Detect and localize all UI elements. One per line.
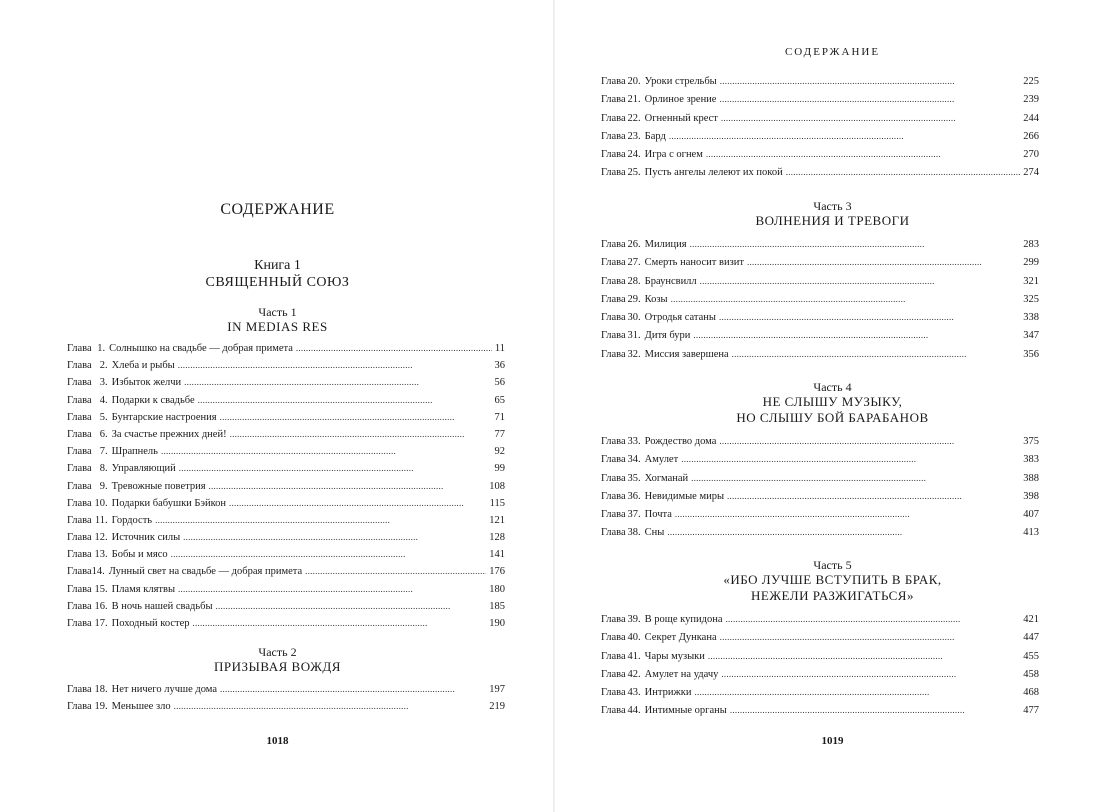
- dot-leader: [786, 167, 1021, 177]
- toc-entry: [601, 349, 1039, 367]
- toc-entry: [601, 705, 1039, 723]
- chapter-number: 34.: [627, 454, 641, 466]
- chapter-number: 40.: [627, 632, 641, 644]
- part-5-heading: [555, 558, 1110, 604]
- chapter-page-number: 56: [494, 377, 505, 389]
- chapter-title: Амулет: [644, 454, 679, 466]
- dot-leader: [719, 436, 1020, 446]
- chapter-number: 22.: [627, 112, 641, 124]
- chapter-label: Глава: [67, 583, 92, 595]
- chapter-number: 37.: [627, 509, 641, 521]
- dot-leader: [178, 584, 486, 594]
- chapter-title: Пусть ангелы лелеют их покой: [644, 167, 783, 179]
- toc-entry: [67, 463, 505, 480]
- running-header: СОДЕРЖАНИЕ: [784, 46, 881, 58]
- chapter-title: В роще купидона: [644, 614, 723, 625]
- book-heading: [0, 258, 555, 292]
- toc-entry: [67, 360, 505, 377]
- chapter-label: Глава: [601, 490, 626, 502]
- toc-entry: [601, 113, 1039, 131]
- chapter-title: Козы: [644, 293, 668, 305]
- chapter-title: Милиция: [644, 239, 687, 250]
- dot-leader: [174, 701, 487, 711]
- dot-leader: [179, 463, 492, 473]
- chapter-number: 26.: [627, 239, 641, 250]
- chapter-label: Глава: [601, 130, 626, 142]
- chapter-title: Чары музыки: [644, 650, 705, 662]
- toc-entry: [601, 632, 1039, 650]
- toc-list-part-4: [601, 436, 1039, 546]
- chapter-title: Миссия завершена: [644, 348, 729, 360]
- part-label: Часть 4: [813, 380, 852, 394]
- chapter-number: 15.: [94, 583, 108, 595]
- chapter-page-number: 176: [489, 566, 505, 578]
- chapter-number: 2.: [99, 360, 108, 372]
- dot-leader: [671, 294, 1021, 304]
- toc-list-part-3: [601, 239, 1039, 367]
- chapter-number: 42.: [627, 668, 641, 680]
- chapter-page-number: 407: [1023, 509, 1039, 521]
- chapter-label: Глава: [601, 454, 626, 466]
- chapter-label: Глава: [67, 684, 92, 695]
- toc-entry: [67, 412, 505, 429]
- chapter-number: 29.: [627, 293, 641, 305]
- chapter-page-number: 468: [1023, 687, 1039, 699]
- toc-entry: [67, 618, 505, 635]
- dot-leader: [720, 76, 1021, 86]
- page-number: 1019: [821, 735, 844, 747]
- chapter-number: 16.: [94, 600, 108, 612]
- toc-entry: [601, 687, 1039, 705]
- part-1-heading: [0, 305, 555, 335]
- dot-leader: [161, 446, 492, 456]
- toc-entry: [67, 498, 505, 515]
- toc-list-continued: [601, 76, 1039, 186]
- chapter-page-number: 180: [489, 583, 505, 595]
- chapter-label: Глава: [601, 472, 626, 484]
- chapter-label: Глава: [601, 275, 626, 287]
- dot-leader: [708, 651, 1020, 661]
- chapter-page-number: 115: [489, 497, 505, 509]
- chapter-label: Глава: [601, 149, 626, 161]
- toc-entry: [601, 509, 1039, 527]
- chapter-page-number: 321: [1023, 275, 1039, 287]
- chapter-label: Глава: [67, 394, 92, 406]
- dot-leader: [725, 614, 1020, 624]
- chapter-title: Шрапнель: [111, 446, 158, 458]
- toc-entry: [67, 684, 505, 701]
- dot-leader: [691, 473, 1020, 483]
- chapter-title: Хогманай: [644, 472, 689, 484]
- dot-leader: [721, 113, 1020, 123]
- chapter-label: Глава: [67, 618, 92, 629]
- chapter-number: 21.: [627, 94, 641, 106]
- chapter-number: 25.: [627, 167, 641, 179]
- chapter-page-number: 383: [1023, 454, 1039, 466]
- chapter-page-number: 338: [1023, 312, 1039, 324]
- toc-entry: [67, 395, 505, 412]
- chapter-title: Походный костер: [111, 618, 190, 629]
- chapter-title: Тревожные поветрия: [111, 480, 206, 492]
- chapter-number: 5.: [99, 411, 108, 423]
- dot-leader: [193, 618, 487, 628]
- toc-entry: [67, 515, 505, 532]
- chapter-number: 9.: [99, 480, 108, 492]
- book-name: СВЯЩЕННЫЙ СОЮЗ: [205, 275, 350, 290]
- chapter-title: Источник силы: [111, 532, 181, 544]
- chapter-page-number: 77: [494, 428, 505, 440]
- part-label: Часть 2: [258, 645, 297, 659]
- chapter-page-number: 274: [1023, 167, 1039, 179]
- book-label: Книга 1: [254, 258, 301, 273]
- chapter-number: 3.: [99, 377, 108, 389]
- chapter-title: Отродья сатаны: [644, 312, 716, 324]
- dot-leader: [183, 532, 486, 542]
- dot-leader: [220, 412, 492, 422]
- chapter-label: Глава: [601, 632, 626, 644]
- toc-entry: [601, 330, 1039, 348]
- chapter-number: 20.: [627, 76, 641, 87]
- dot-leader: [693, 330, 1020, 340]
- chapter-label: Глава: [67, 566, 92, 578]
- chapter-number: 4.: [99, 394, 108, 406]
- chapter-label: Глава: [601, 509, 626, 521]
- chapter-page-number: 299: [1023, 257, 1039, 269]
- chapter-label: Глава: [67, 360, 92, 372]
- chapter-number: 12.: [94, 532, 108, 544]
- toc-list-part-5: [601, 614, 1039, 724]
- chapter-title: Почта: [644, 509, 672, 521]
- chapter-label: Глава: [601, 167, 626, 179]
- chapter-title: Дитя бури: [644, 330, 691, 342]
- part-label: Часть 5: [813, 558, 852, 572]
- dot-leader: [184, 377, 491, 387]
- chapter-page-number: 121: [489, 514, 505, 526]
- chapter-number: 17.: [94, 618, 108, 629]
- dot-leader: [681, 454, 1020, 464]
- chapter-page-number: 270: [1023, 149, 1039, 161]
- chapter-page-number: 11: [494, 343, 505, 354]
- dot-leader: [694, 687, 1020, 697]
- dot-leader: [721, 669, 1020, 679]
- toc-entry: [601, 131, 1039, 149]
- chapter-page-number: 225: [1023, 76, 1039, 87]
- dot-leader: [730, 705, 1020, 715]
- part-label: Часть 1: [258, 305, 297, 319]
- dot-leader: [171, 549, 487, 559]
- chapter-page-number: 388: [1023, 472, 1039, 484]
- chapter-title: Игра с огнем: [644, 149, 703, 161]
- dot-leader: [720, 632, 1021, 642]
- toc-entry: [67, 343, 505, 360]
- toc-entry: [601, 94, 1039, 112]
- chapter-title: Хлеба и рыбы: [111, 360, 175, 372]
- chapter-page-number: 398: [1023, 490, 1039, 502]
- part-4-heading: [555, 380, 1110, 426]
- chapter-title: Интрижки: [644, 687, 692, 699]
- chapter-label: Глава: [601, 527, 626, 539]
- toc-entry: [67, 701, 505, 718]
- chapter-number: 11.: [94, 514, 108, 526]
- chapter-page-number: 421: [1023, 614, 1039, 625]
- chapter-title: Невидимые миры: [644, 490, 725, 502]
- chapter-number: 38.: [627, 527, 641, 539]
- chapter-page-number: 197: [489, 684, 505, 695]
- chapter-number: 1.: [97, 343, 106, 354]
- toc-entry: [601, 76, 1039, 94]
- chapter-number: 24.: [627, 149, 641, 161]
- toc-entry: [601, 436, 1039, 454]
- chapter-title: Огненный крест: [644, 112, 718, 124]
- toc-entry: [601, 473, 1039, 491]
- chapter-label: Глава: [601, 668, 626, 680]
- dot-leader: [690, 239, 1021, 249]
- chapter-number: 13.: [94, 549, 108, 561]
- chapter-title: В ночь нашей свадьбы: [111, 600, 213, 612]
- chapter-number: 10.: [94, 497, 108, 509]
- chapter-number: 35.: [627, 472, 641, 484]
- chapter-number: 23.: [627, 130, 641, 142]
- chapter-label: Глава: [601, 687, 626, 699]
- toc-entry: [67, 429, 505, 446]
- dot-leader: [667, 527, 1020, 537]
- chapter-number: 36.: [627, 490, 641, 502]
- chapter-page-number: 356: [1023, 348, 1039, 360]
- chapter-label: Глава: [601, 614, 626, 625]
- toc-entry: [601, 454, 1039, 472]
- chapter-number: 19.: [94, 701, 108, 713]
- toc-entry: [601, 167, 1039, 185]
- chapter-page-number: 141: [489, 549, 505, 561]
- chapter-number: 32.: [627, 348, 641, 360]
- chapter-number: 31.: [627, 330, 641, 342]
- chapter-title: Секрет Дункана: [644, 632, 717, 644]
- toc-entry: [601, 669, 1039, 687]
- chapter-title: Управляющий: [111, 463, 176, 475]
- chapter-label: Глава: [67, 377, 92, 389]
- chapter-number: 18.: [94, 684, 108, 695]
- chapter-page-number: 65: [494, 394, 505, 406]
- chapter-label: Глава: [67, 701, 92, 713]
- toc-entry: [67, 532, 505, 549]
- part-name-line-2: НЕЖЕЛИ РАЗЖИГАТЬСЯ»: [751, 588, 914, 603]
- chapter-label: Глава: [601, 257, 626, 269]
- chapter-title: Орлиное зрение: [644, 94, 717, 106]
- dot-leader: [229, 498, 487, 508]
- chapter-page-number: 185: [489, 600, 505, 612]
- dot-leader: [669, 131, 1020, 141]
- toc-entry: [601, 614, 1039, 632]
- chapter-page-number: 239: [1023, 94, 1039, 106]
- chapter-title: Интимные органы: [644, 705, 727, 717]
- chapter-title: Нет ничего лучше дома: [111, 684, 217, 695]
- chapter-title: Браунсвилл: [644, 275, 697, 287]
- chapter-number: 8.: [99, 463, 108, 475]
- chapter-number: 27.: [627, 257, 641, 269]
- chapter-page-number: 128: [489, 532, 505, 544]
- toc-entry: [601, 294, 1039, 312]
- dot-leader: [719, 312, 1020, 322]
- toc-entry: [601, 491, 1039, 509]
- chapter-page-number: 375: [1023, 436, 1039, 447]
- right-page: [555, 0, 1110, 812]
- toc-entry: [601, 312, 1039, 330]
- chapter-title: Сны: [644, 527, 665, 539]
- toc-entry: [601, 527, 1039, 545]
- chapter-label: Глава: [601, 650, 626, 662]
- page-number: 1018: [266, 735, 289, 747]
- part-name: ПРИЗЫВАЯ ВОЖДЯ: [214, 659, 341, 674]
- chapter-label: Глава: [601, 112, 626, 124]
- chapter-title: Солнышко на свадьбе — добрая примета: [109, 343, 293, 354]
- chapter-title: Подарки к свадьбе: [111, 394, 195, 406]
- chapter-label: Глава: [601, 436, 626, 447]
- dot-leader: [727, 491, 1020, 501]
- chapter-title: Лунный свет на свадьбе — добрая примета: [108, 566, 303, 578]
- chapter-number: 33.: [627, 436, 641, 447]
- page-title: СОДЕРЖАНИЕ: [220, 201, 335, 218]
- part-label: Часть 3: [813, 199, 852, 213]
- chapter-label: Глава: [67, 497, 92, 509]
- chapter-label: Глава: [601, 94, 626, 106]
- dot-leader: [155, 515, 486, 525]
- chapter-number: 6.: [99, 428, 108, 440]
- chapter-page-number: 71: [494, 411, 505, 423]
- dot-leader: [305, 566, 486, 576]
- chapter-title: Рождество дома: [644, 436, 717, 447]
- toc-entry: [67, 566, 505, 583]
- chapter-label: Глава: [601, 312, 626, 324]
- chapter-title: Бунтарские настроения: [111, 411, 217, 423]
- toc-entry: [601, 257, 1039, 275]
- chapter-page-number: 92: [494, 446, 505, 458]
- chapter-page-number: 219: [489, 701, 505, 713]
- chapter-number: 41.: [627, 650, 641, 662]
- toc-entry: [67, 446, 505, 463]
- chapter-label: Глава: [67, 549, 92, 561]
- chapter-label: Глава: [601, 293, 626, 305]
- chapter-label: Глава: [67, 428, 92, 440]
- chapter-page-number: 325: [1023, 293, 1039, 305]
- chapter-label: Глава: [601, 705, 626, 717]
- chapter-label: Глава: [67, 514, 92, 526]
- chapter-label: Глава: [601, 76, 626, 87]
- dot-leader: [220, 684, 486, 694]
- chapter-label: Глава: [67, 411, 92, 423]
- part-2-heading: [0, 645, 555, 675]
- toc-entry: [67, 377, 505, 394]
- chapter-label: Глава: [67, 532, 92, 544]
- toc-entry: [601, 149, 1039, 167]
- dot-leader: [178, 360, 492, 370]
- chapter-title: Пламя клятвы: [111, 583, 176, 595]
- dot-leader: [719, 94, 1020, 104]
- toc-entry: [67, 584, 505, 601]
- toc-entry: [601, 651, 1039, 669]
- part-name-line-1: НЕ СЛЫШУ МУЗЫКУ,: [762, 394, 903, 409]
- chapter-title: Уроки стрельбы: [644, 76, 717, 87]
- chapter-page-number: 108: [489, 480, 505, 492]
- chapter-number: 43.: [627, 687, 641, 699]
- chapter-number: 44.: [627, 705, 641, 717]
- chapter-page-number: 347: [1023, 330, 1039, 342]
- chapter-title: Амулет на удачу: [644, 668, 719, 680]
- dot-leader: [732, 349, 1021, 359]
- chapter-title: Бард: [644, 130, 666, 142]
- chapter-number: 39.: [627, 614, 641, 625]
- dot-leader: [216, 601, 487, 611]
- chapter-number: 7.: [99, 446, 108, 458]
- chapter-title: Подарки бабушки Бэйкон: [111, 497, 227, 509]
- chapter-page-number: 99: [494, 463, 505, 475]
- part-name-line-2: НО СЛЫШУ БОЙ БАРАБАНОВ: [736, 410, 929, 425]
- toc-entry: [601, 276, 1039, 294]
- chapter-page-number: 458: [1023, 668, 1039, 680]
- chapter-title: За счастье прежних дней!: [111, 428, 227, 440]
- dot-leader: [230, 429, 492, 439]
- part-name: ВОЛНЕНИЯ И ТРЕВОГИ: [755, 213, 910, 228]
- dot-leader: [747, 257, 1020, 267]
- chapter-page-number: 455: [1023, 650, 1039, 662]
- dot-leader: [209, 481, 487, 491]
- chapter-page-number: 413: [1023, 527, 1039, 539]
- chapter-label: Глава: [67, 343, 92, 354]
- toc-entry: [67, 549, 505, 566]
- part-3-heading: [555, 199, 1110, 229]
- part-name-line-1: «ИБО ЛУЧШЕ ВСТУПИТЬ В БРАК,: [723, 572, 942, 587]
- chapter-title: Бобы и мясо: [111, 549, 168, 561]
- chapter-label: Глава: [67, 480, 92, 492]
- chapter-number: 14.: [91, 566, 105, 578]
- toc-entry: [67, 481, 505, 498]
- part-name: IN MEDIAS RES: [227, 319, 328, 334]
- chapter-page-number: 283: [1023, 239, 1039, 250]
- chapter-label: Глава: [67, 600, 92, 612]
- toc-list-part-2: [67, 684, 505, 718]
- dot-leader: [706, 149, 1020, 159]
- chapter-label: Глава: [601, 330, 626, 342]
- chapter-title: Избыток желчи: [111, 377, 182, 389]
- chapter-page-number: 477: [1023, 705, 1039, 717]
- chapter-page-number: 266: [1023, 130, 1039, 142]
- dot-leader: [296, 343, 492, 353]
- toc-entry: [67, 601, 505, 618]
- chapter-label: Глава: [67, 463, 92, 475]
- chapter-page-number: 447: [1023, 632, 1039, 644]
- dot-leader: [675, 509, 1020, 519]
- toc-entry: [601, 239, 1039, 257]
- chapter-page-number: 190: [489, 618, 505, 629]
- chapter-page-number: 244: [1023, 112, 1039, 124]
- chapter-number: 30.: [627, 312, 641, 324]
- chapter-page-number: 36: [494, 360, 505, 372]
- chapter-number: 28.: [627, 275, 641, 287]
- toc-list-part-1: [67, 343, 505, 635]
- dot-leader: [198, 395, 492, 405]
- chapter-title: Смерть наносит визит: [644, 257, 744, 269]
- chapter-label: Глава: [601, 348, 626, 360]
- chapter-title: Меньшее зло: [111, 701, 171, 713]
- chapter-title: Гордость: [111, 514, 153, 526]
- chapter-label: Глава: [601, 239, 626, 250]
- dot-leader: [700, 276, 1021, 286]
- chapter-label: Глава: [67, 446, 92, 458]
